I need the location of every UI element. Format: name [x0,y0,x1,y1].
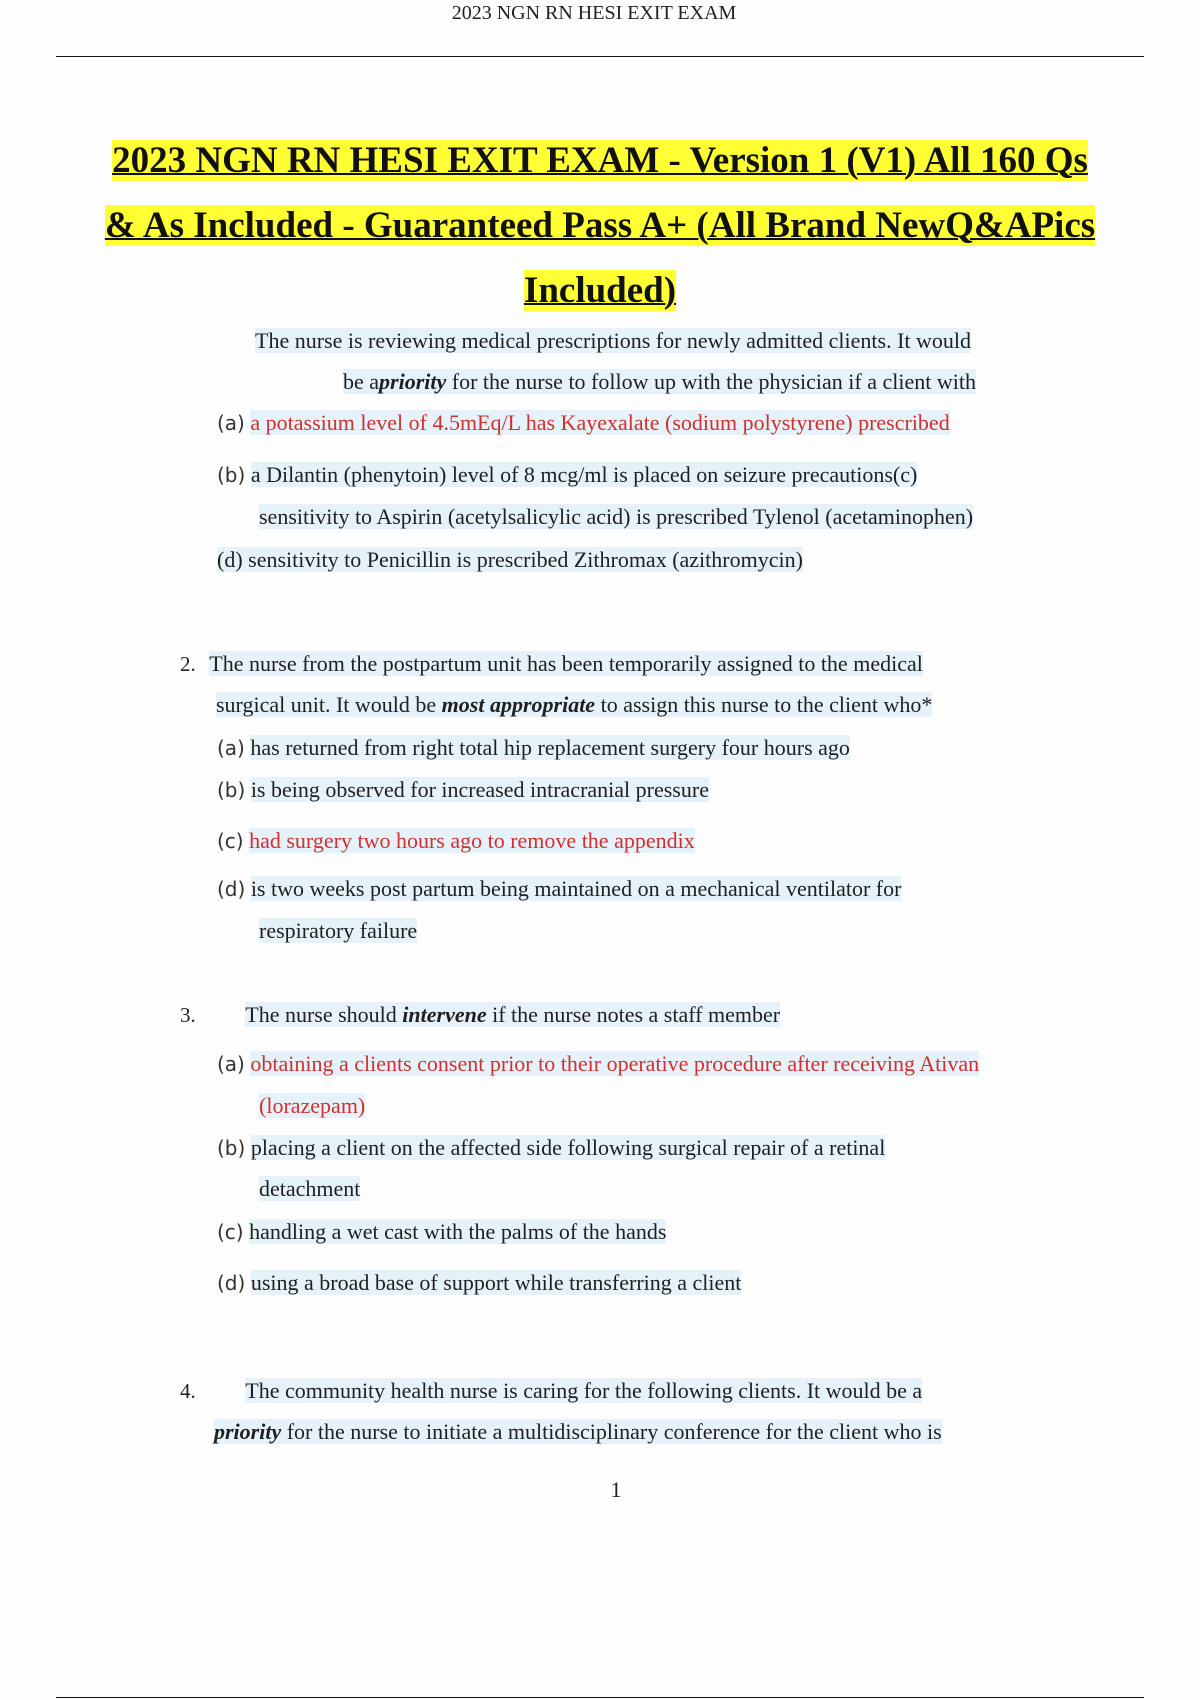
q1-stem-line-1: The nurse is reviewing medical prescriptions for newly admitted clients. It would [255,328,972,353]
q2-option-a: (a) has returned from right total hip replacement surgery four hours ago [217,735,850,760]
q3-option-d: (d) using a broad base of support while transferring a client [217,1270,742,1295]
q3-option-c: (c) handling a wet cast with the palms of the hands [217,1219,667,1244]
q3-stem: 3. The nurse should intervene if the nurse notes a staff member [180,1002,781,1027]
q1-stem-line-2: be apriority for the nurse to follow up with the physician if a client with [343,369,976,394]
running-header: 2023 NGN RN HESI EXIT EXAM [451,2,737,24]
q2-stem-line-1: 2. The nurse from the postpartum unit has been temporarily assigned to the medical [180,651,923,676]
footer-divider [56,1697,1144,1698]
title-line-1: 2023 NGN RN HESI EXIT EXAM - Version 1 (V1) All 160 Qs [112,140,1088,181]
q3-option-b: (b) placing a client on the affected side following surgical repair of a retinal [217,1135,886,1160]
q1-option-b: (b) a Dilantin (phenytoin) level of 8 mcg/ml is placed on seizure precautions(c) [217,462,918,487]
q1-option-c: sensitivity to Aspirin (acetylsalicylic acid) is prescribed Tylenol (acetaminophen) [259,504,974,529]
q2-option-b: (b) is being observed for increased intracranial pressure [217,777,709,802]
q2-option-d-continued: respiratory failure [259,918,418,943]
q4-stem-line-1: 4. The community health nurse is caring for the following clients. It would be a [180,1378,923,1403]
q2-option-d: (d) is two weeks post partum being maintained on a mechanical ventilator for [217,876,902,901]
q4-stem-line-2: priority for the nurse to initiate a multidisciplinary conference for the client who is [214,1419,942,1444]
title-line-2: & As Included - Guaranteed Pass A+ (All Brand NewQ&APics [104,205,1096,246]
document-title [80,128,1120,323]
page-number: 1 [610,1477,622,1502]
title-line-3: Included) [523,270,677,311]
q3-option-a-continued: (lorazepam) [259,1093,366,1118]
q1-option-d: (d) sensitivity to Penicillin is prescribed Zithromax (azithromycin) [217,547,803,572]
q2-stem-line-2: surgical unit. It would be most appropriate to assign this nurse to the client who* [216,692,933,717]
header-divider [56,56,1144,57]
q3-option-a: (a) obtaining a clients consent prior to their operative procedure after receiving Ativan [217,1051,980,1076]
q1-option-a: (a) a potassium level of 4.5mEq/L has Kayexalate (sodium polystyrene) prescribed [217,410,950,435]
q3-option-b-continued: detachment [259,1176,361,1201]
q2-option-c: (c) had surgery two hours ago to remove the appendix [217,828,695,853]
